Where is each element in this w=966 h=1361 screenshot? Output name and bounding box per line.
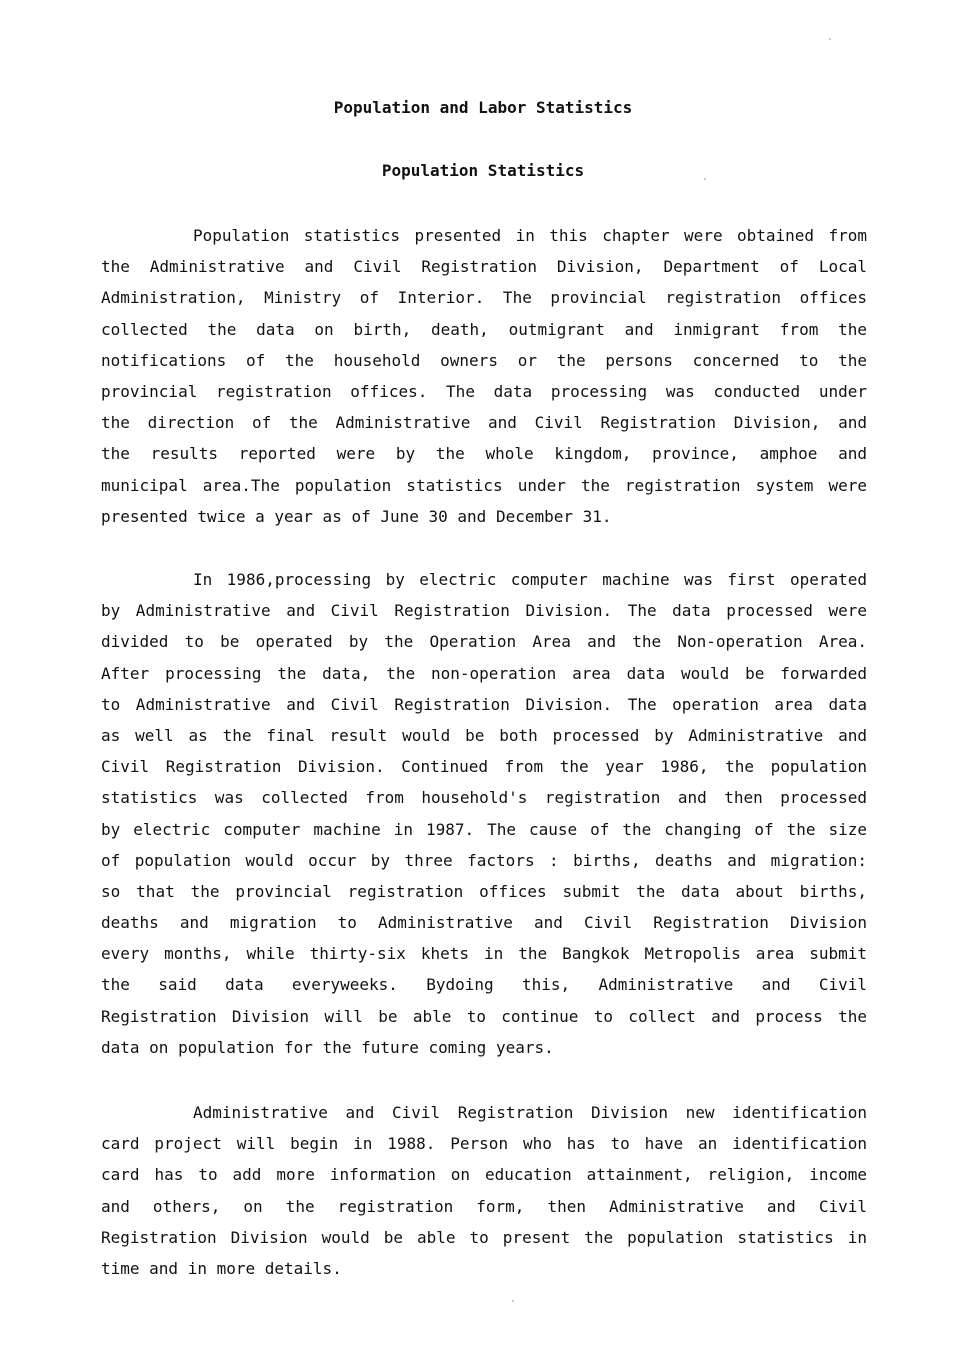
text-line: the direction of the Administrative and Civil Registration Division, and [101, 413, 867, 433]
page-title: Population and Labor Statistics [333, 98, 633, 117]
text-line: municipal area.The population statistics under the registration system were [101, 475, 867, 495]
scan-speck [704, 178, 706, 180]
text-line: as well as the final result would be both processed by Administrative and [101, 725, 867, 745]
text-line: notifications of the household owners or the persons concerned to the [101, 350, 867, 370]
text-line: Administration, Ministry of Interior. The provincial registration offices [101, 288, 867, 308]
text-line: deaths and migration to Administrative and Civil Registration Division [101, 913, 867, 933]
text-line: card has to add more information on education attainment, religion, income [101, 1165, 867, 1185]
paragraph-3 [101, 1097, 867, 1284]
text-line: Registration Division would be able to present the population statistics in [101, 1227, 867, 1247]
text-line: and others, on the registration form, then Administrative and Civil [101, 1196, 867, 1216]
text-line: After processing the data, the non-operation area data would be forwarded [101, 663, 867, 683]
scan-speck [512, 1300, 514, 1302]
text-line: the results reported were by the whole kingdom, province, amphoe and [101, 444, 867, 464]
text-line: presented twice a year as of June 30 and December 31. [101, 506, 612, 526]
text-line: divided to be operated by the Operation Area and the Non-operation Area. [101, 632, 867, 652]
text-line: card project will begin in 1988. Person who has to have an identification [101, 1134, 867, 1154]
text-line: by electric computer machine in 1987. The cause of the changing of the size [101, 819, 867, 839]
text-line: collected the data on birth, death, outmigrant and inmigrant from the [101, 319, 867, 339]
text-line: time and in more details. [101, 1258, 342, 1278]
text-line: Population statistics presented in this chapter were obtained from [193, 226, 867, 245]
text-line: Civil Registration Division. Continued from the year 1986, the population [101, 757, 867, 777]
text-line: the Administrative and Civil Registration Division, Department of Local [101, 257, 867, 277]
paragraph-1 [101, 220, 867, 532]
text-line: Administrative and Civil Registration Division new identification [193, 1103, 867, 1122]
text-line: to Administrative and Civil Registration Division. The operation area data [101, 694, 867, 714]
text-line: by Administrative and Civil Registration Division. The data processed were [101, 601, 867, 621]
text-line: data on population for the future coming years. [101, 1037, 554, 1057]
text-line: the said data everyweeks. Bydoing this, Administrative and Civil [101, 975, 867, 995]
scan-speck [829, 38, 831, 40]
text-line: of population would occur by three factors : births, deaths and migration: [101, 850, 867, 870]
text-line: statistics was collected from household's registration and then processed [101, 788, 867, 808]
paragraph-2 [101, 564, 867, 1063]
text-line: so that the provincial registration offices submit the data about births, [101, 881, 867, 901]
text-line: In 1986,processing by electric computer machine was first operated [193, 570, 867, 589]
text-line: every months, while thirty-six khets in the Bangkok Metropolis area submit [101, 944, 867, 964]
section-title: Population Statistics [381, 161, 585, 180]
text-line: Registration Division will be able to continue to collect and process the [101, 1006, 867, 1026]
text-line: provincial registration offices. The data processing was conducted under [101, 381, 867, 401]
